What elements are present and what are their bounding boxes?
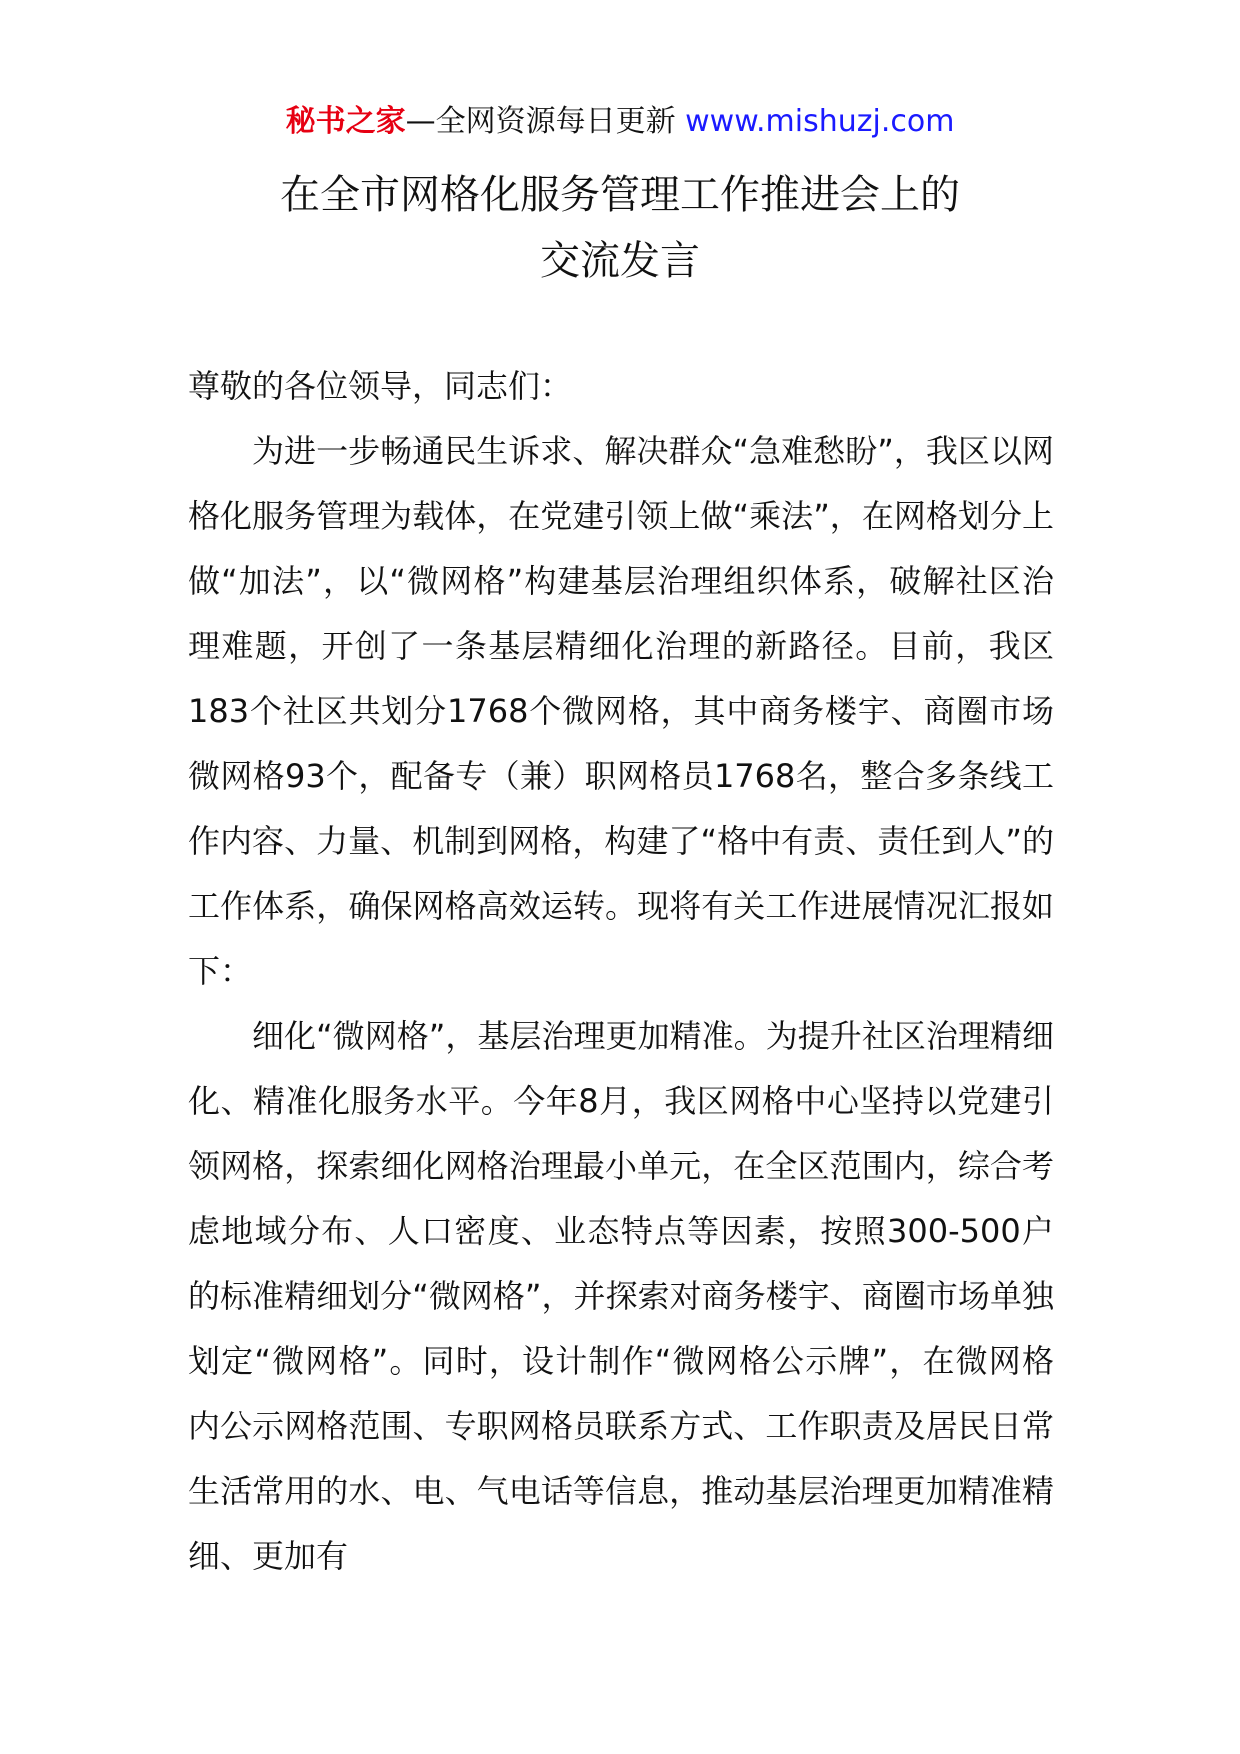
site-url: www.mishuzj.com xyxy=(685,104,955,139)
salutation: 尊敬的各位领导，同志们： xyxy=(188,367,573,405)
title-line-1: 在全市网格化服务管理工作推进会上的 xyxy=(280,172,960,218)
body-paragraph: 为进一步畅通民生诉求、解决群众“急难愁盼”，我区以网格化服务管理为载体，在党建引领上做“乘法”，在网格划分上做“加法”，以“微网格”构建基层治理组织体系，破解社区治理难题，开创了一条基层精细化治理的新路径。目前，我区183个社区共划分1768个微网格，其中商务楼宇、商圈市场微网格93个，配备专（兼）职网格员1768名，整合多条线工作内容、力量、机制到网格，构建了“格中有责、责任到人”的工作体系，确保网格高效运转。现将有关工作进展情况汇报如下： xyxy=(188,432,1054,990)
site-banner xyxy=(0,100,1240,144)
title-line-2: 交流发言 xyxy=(540,238,700,284)
banner-tagline: —全网资源每日更新 xyxy=(405,104,686,139)
document-title xyxy=(0,162,1240,294)
document-body xyxy=(188,354,1054,1589)
brand-name: 秘书之家 xyxy=(285,104,406,139)
body-paragraph: 细化“微网格”，基层治理更加精准。为提升社区治理精细化、精准化服务水平。今年8月，我区网格中心坚持以党建引领网格，探索细化网格治理最小单元，在全区范围内，综合考虑地域分布、人口密度、业态特点等因素，按照300-500户的标准精细划分“微网格”，并探索对商务楼宇、商圈市场单独划定“微网格”。同时，设计制作“微网格公示牌”，在微网格内公示网格范围、专职网格员联系方式、工作职责及居民日常生活常用的水、电、气电话等信息，推动基层治理更加精准精细、更加有 xyxy=(188,1017,1054,1575)
